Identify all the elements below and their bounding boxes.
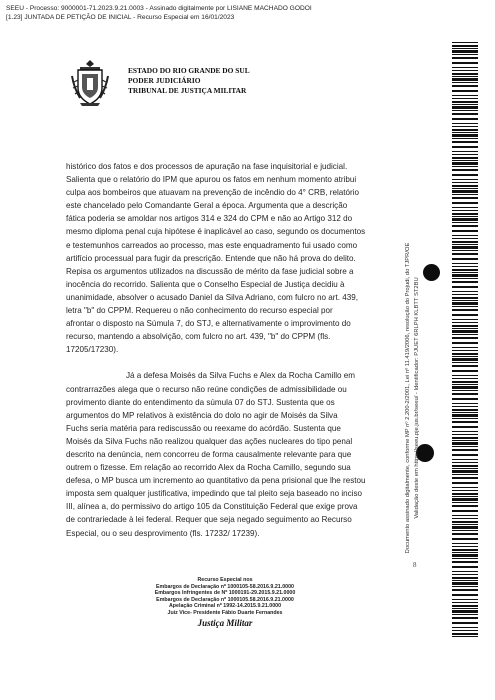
text-line: contrarrazões alega que o recurso não reúne condições de admissibilidade ou <box>66 384 347 394</box>
text-line: defesa, o MP busca um incremento ao quantitativo da pena prisional que lhe restou <box>66 476 366 486</box>
text-line: unanimidade, absolver o acusado Daniel da Silva Adriano, com fulcro no art. 439, <box>66 292 358 302</box>
text-line: fática poderia se amoldar nos artigos 314 e 324 do CPM e não ao Artigo 312 do <box>66 214 353 224</box>
text-line: mesmo diploma penal cuja hipótese é inaplicável ao caso, segundo os documentos <box>66 227 366 237</box>
letterhead <box>128 66 250 96</box>
footer-line: Embargos de Declaração nº 1000105-58.2016.9.21.0000 <box>156 583 294 590</box>
text-line: e testemunhos carreados ao processo, mas este enquadramento fui usado como <box>66 240 358 250</box>
signature-legal-line: Documento assinado digitalmente, conforme MP nº 2.200-2/2001, Lei nº 11.419/2006, resolução do Projudi, do TJPR/OE <box>405 242 411 554</box>
text-line: Moisés da Silva Fuchs não realizou qualquer das ações nucleares do tipo penal <box>66 436 353 446</box>
barcode-strip <box>452 40 478 640</box>
footer-line: Apelação Criminal nº 1992-14.2015.9.21.0000 <box>168 603 282 610</box>
document-footer <box>150 577 300 629</box>
page-number: 8 <box>413 561 417 569</box>
text-line: imposta sem qualquer justificativa, impedindo que tal pleito seja baseado no inciso <box>66 489 363 499</box>
text-line: 17205/17230). <box>66 345 119 355</box>
text-line: de contrariedade à lei federal. Requer que seja negado seguimento ao Recurso <box>66 515 352 525</box>
text-line: descrito na denúncia, nem concorreu de forma causalmente relevante para que <box>66 449 352 459</box>
text-line: inocência do recorrido. Salienta que o Conselho Especial de Justiça decidiu à <box>66 279 345 289</box>
text-line: provimento diante do entendimento da súmula 07 do STJ. Sustenta que os <box>66 397 335 407</box>
text-line: recurso, mantendo a absolvição, com fulcro no art. 439, "b" do CPPM (fls. <box>66 332 331 342</box>
text-line: Já a defesa Moisés da Silva Fuchs e Alex da Rocha Camillo em <box>126 371 355 381</box>
digital-signature-note <box>404 108 422 688</box>
redaction-mark <box>423 264 440 281</box>
text-line: este chancelado pelo Comandante Geral a época. Argumenta que a descrição <box>66 201 348 211</box>
text-line: argumentos do MP relativos à existência do dolo no agir de Moisés da Silva <box>66 410 338 420</box>
footer-line: Embargos Infringentes de Nº 1000191-29.2015.9.21.0000 <box>154 590 296 597</box>
justica-militar-logo: Justiça Militar <box>197 617 253 628</box>
petition-entry-line: [1.23] JUNTADA DE PETIÇÃO DE INICIAL - Recurso Especial em 16/01/2023 <box>6 13 235 21</box>
coat-of-arms-icon <box>70 58 110 108</box>
court-name: TRIBUNAL DE JUSTIÇA MILITAR <box>128 86 247 95</box>
paragraph-2 <box>66 369 420 539</box>
validation-line: Validação deste em https://seeu.pje.jus.br/seeu/ - Identificador: PJUET 6RLPH KLBTT ST2BU <box>414 277 420 519</box>
text-line: III, alínea a, do permissivo do artigo 105 da Constituição Federal que exige prova <box>66 502 358 512</box>
judiciary-name: PODER JUDICIÁRIO <box>128 76 201 85</box>
footer-line: Juiz Vice- Presidente Fábio Duarte Fernandes <box>167 609 283 616</box>
text-line: culpa aos bombeiros que atuavam na prevenção de incêndio do 4° CRB, relatório <box>66 188 359 198</box>
footer-line: Embargos de Declaração nº 1000105.58.2016.9.21.0000 <box>156 596 294 603</box>
text-line: histórico dos fatos e dos processos de apuração na fase inquisitorial e judicial. <box>66 162 348 171</box>
text-line: afrontar o disposto na Súmula 7, do STJ, e alternativamente o improvimento do <box>66 319 351 329</box>
footer-line: Recurso Especial nos <box>197 577 253 583</box>
process-signature-line: SEEU - Processo: 9000001-71.2023.9.21.0003 - Assinado digitalmente por LISIANE MACHADO GODOI <box>6 5 312 12</box>
text-line: letra "b" do CPPM. Requereu o não conhecimento do recurso especial por <box>66 306 333 316</box>
system-header <box>6 5 312 22</box>
text-line: Repisa os argumentos utilizados na discussão de mérito da fase judicial sobre a <box>66 266 354 276</box>
text-line: Salienta que o relatório do IPM que apurou os fatos em nenhum momento atribui <box>66 175 357 185</box>
text-line: artifício processual para fugir da prescrição. Entende que não há prova do delito. <box>66 253 356 263</box>
paragraph-1 <box>66 160 420 356</box>
text-line: Fuchs seria matéria para rediscussão ou reexame do acórdão. Sustenta que <box>66 423 341 433</box>
text-line: Especial, ou o seu desprovimento (fls. 17232/ 17239). <box>66 528 260 538</box>
document-body <box>66 160 420 540</box>
state-name: ESTADO DO RIO GRANDE DO SUL <box>128 66 250 75</box>
text-line: outrem o fizesse. Em relação ao recorrido Alex da Rocha Camillo, segundo sua <box>66 463 351 473</box>
